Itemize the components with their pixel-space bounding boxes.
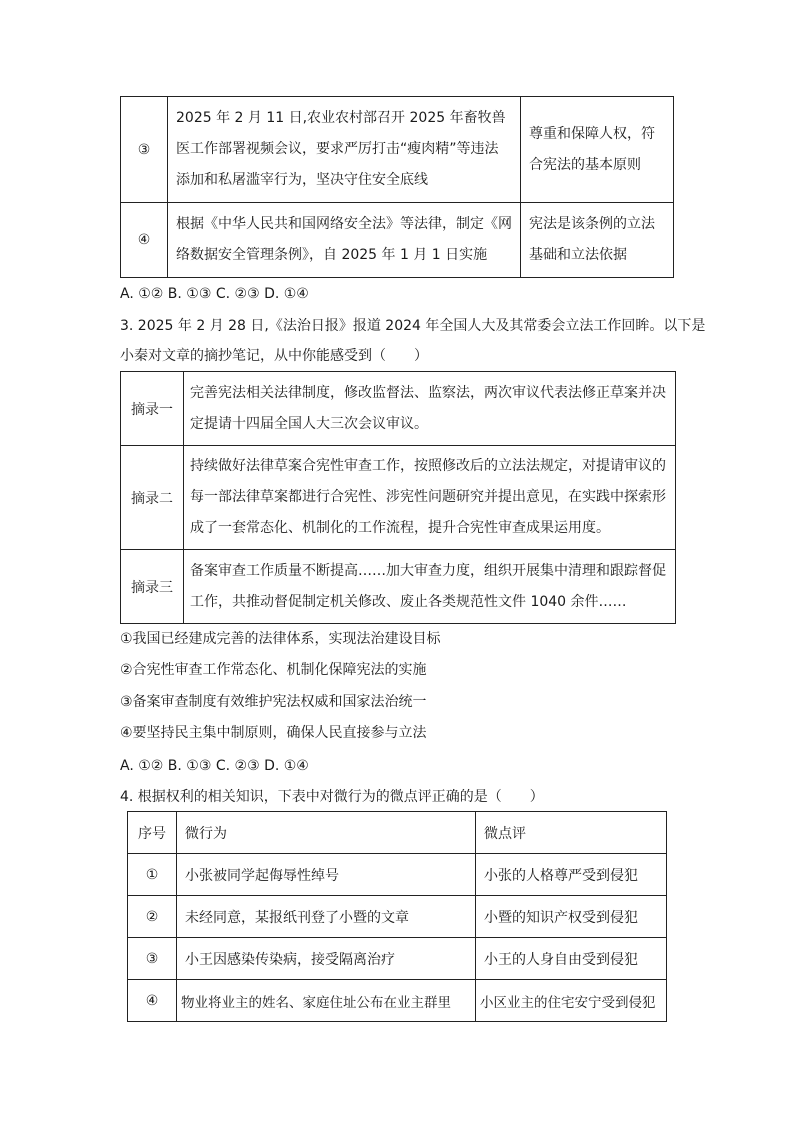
behavior-cell bbox=[177, 980, 476, 1022]
q2-options: A. ①② B. ①③ C. ②③ D. ①④ bbox=[120, 286, 309, 302]
row-number bbox=[128, 896, 177, 938]
table-row bbox=[128, 854, 667, 896]
header-comment-text: 微点评 bbox=[484, 825, 526, 842]
table-q3-excerpts bbox=[120, 371, 676, 624]
table-header-row bbox=[128, 812, 667, 854]
behavior-text: 物业将业主的姓名、家庭住址公布在业主群里 bbox=[181, 994, 451, 1011]
event-cell bbox=[168, 203, 521, 278]
table-row bbox=[121, 372, 676, 446]
table-q2-continuation bbox=[120, 96, 674, 278]
row-number-text: ③ bbox=[145, 950, 159, 967]
excerpt-label-text: 摘录三 bbox=[131, 579, 173, 596]
q3-options: A. ①② B. ①③ C. ②③ D. ①④ bbox=[120, 758, 309, 774]
header-number bbox=[128, 812, 177, 854]
excerpt-label-text: 摘录二 bbox=[131, 490, 173, 507]
note-text: 尊重和保障人权，符合宪法的基本原则 bbox=[529, 125, 655, 173]
header-behavior-text: 微行为 bbox=[185, 825, 227, 842]
event-text: 根据《中华人民共和国网络安全法》等法律，制定《网络数据安全管理条例》，自 2025 年 1 月 1 日实施 bbox=[176, 216, 512, 263]
excerpt-label bbox=[121, 372, 184, 446]
row-number-text: ② bbox=[145, 908, 159, 925]
q4-stem: 4. 根据权利的相关知识，下表中对微行为的微点评正确的是（ ） bbox=[120, 789, 544, 805]
event-cell bbox=[168, 97, 521, 203]
table-row bbox=[121, 550, 676, 624]
q3-choice-2: ②合宪性审查工作常态化、机制化保障宪法的实施 bbox=[120, 662, 427, 678]
behavior-cell bbox=[177, 938, 476, 980]
note-text: 宪法是该条例的立法基础和立法依据 bbox=[529, 216, 655, 263]
comment-cell bbox=[476, 854, 667, 896]
table-row bbox=[128, 938, 667, 980]
row-number bbox=[121, 203, 168, 278]
note-cell bbox=[521, 203, 674, 278]
table-row bbox=[128, 896, 667, 938]
comment-text: 小暨的知识产权受到侵犯 bbox=[484, 909, 638, 926]
comment-text: 小张的人格尊严受到侵犯 bbox=[484, 867, 638, 884]
comment-cell bbox=[476, 896, 667, 938]
table-row bbox=[121, 446, 676, 550]
table-q4-behaviors bbox=[127, 811, 667, 1022]
excerpt-label-text: 摘录一 bbox=[131, 401, 173, 418]
comment-cell bbox=[476, 938, 667, 980]
behavior-text: 小张被同学起侮辱性绰号 bbox=[185, 867, 339, 884]
comment-text: 小区业主的住宅安宁受到侵犯 bbox=[480, 994, 656, 1011]
table-row bbox=[121, 97, 674, 203]
excerpt-cell bbox=[184, 372, 676, 446]
behavior-text: 小王因感染传染病，接受隔离治疗 bbox=[185, 951, 395, 968]
behavior-cell bbox=[177, 896, 476, 938]
q3-stem-line2: 小秦对文章的摘抄笔记，从中你能感受到（ ） bbox=[120, 348, 428, 364]
table-row bbox=[128, 980, 667, 1022]
excerpt-text: 完善宪法相关法律制度，修改监督法、监察法，两次审议代表法修正草案并决定提请十四届全国人大三次会议审议。 bbox=[190, 384, 666, 432]
excerpt-label bbox=[121, 550, 184, 624]
row-number-text: ④ bbox=[145, 992, 159, 1009]
excerpt-text: 备案审查工作质量不断提高……加大审查力度，组织开展集中清理和跟踪督促工作，共推动督促制定机关修改、废止各类规范性文件 1040 余件…… bbox=[190, 562, 666, 610]
q3-choice-4: ④要坚持民主集中制原则，确保人民直接参与立法 bbox=[120, 725, 427, 741]
row-number-text: ④ bbox=[137, 232, 151, 248]
comment-text: 小王的人身自由受到侵犯 bbox=[484, 951, 638, 968]
row-number-text: ① bbox=[145, 866, 159, 883]
comment-cell bbox=[476, 980, 667, 1022]
row-number bbox=[128, 854, 177, 896]
row-number-text: ③ bbox=[137, 141, 151, 158]
row-number bbox=[128, 938, 177, 980]
table-row bbox=[121, 203, 674, 278]
header-number-text: 序号 bbox=[138, 825, 166, 842]
header-comment bbox=[476, 812, 667, 854]
q3-choice-3: ③备案审查制度有效维护宪法权威和国家法治统一 bbox=[120, 694, 427, 710]
behavior-text: 未经同意，某报纸刊登了小暨的文章 bbox=[185, 909, 409, 926]
q3-stem-line1: 3. 2025 年 2 月 28 日,《法治日报》报道 2024 年全国人大及其常委会立法工作回眸。以下是 bbox=[120, 318, 706, 334]
row-number bbox=[128, 980, 177, 1022]
excerpt-cell bbox=[184, 550, 676, 624]
excerpt-text: 持续做好法律草案合宪性审查工作，按照修改后的立法法规定，对提请审议的每一部法律草案都进行合宪性、涉宪性问题研究并提出意见，在实践中探索形成了一套常态化、机制化的工作流程，提升合宪性审查成果运用度。 bbox=[190, 458, 666, 536]
note-cell bbox=[521, 97, 674, 203]
behavior-cell bbox=[177, 854, 476, 896]
header-behavior bbox=[177, 812, 476, 854]
event-text: 2025 年 2 月 11 日,农业农村部召开 2025 年畜牧兽医工作部署视频会议，要求严厉打击“瘦肉精”等违法添加和私屠滥宰行为，坚决守住安全底线 bbox=[176, 110, 506, 188]
q3-choice-1: ①我国已经建成完善的法律体系，实现法治建设目标 bbox=[120, 631, 441, 647]
row-number bbox=[121, 97, 168, 203]
excerpt-cell bbox=[184, 446, 676, 550]
excerpt-label bbox=[121, 446, 184, 550]
